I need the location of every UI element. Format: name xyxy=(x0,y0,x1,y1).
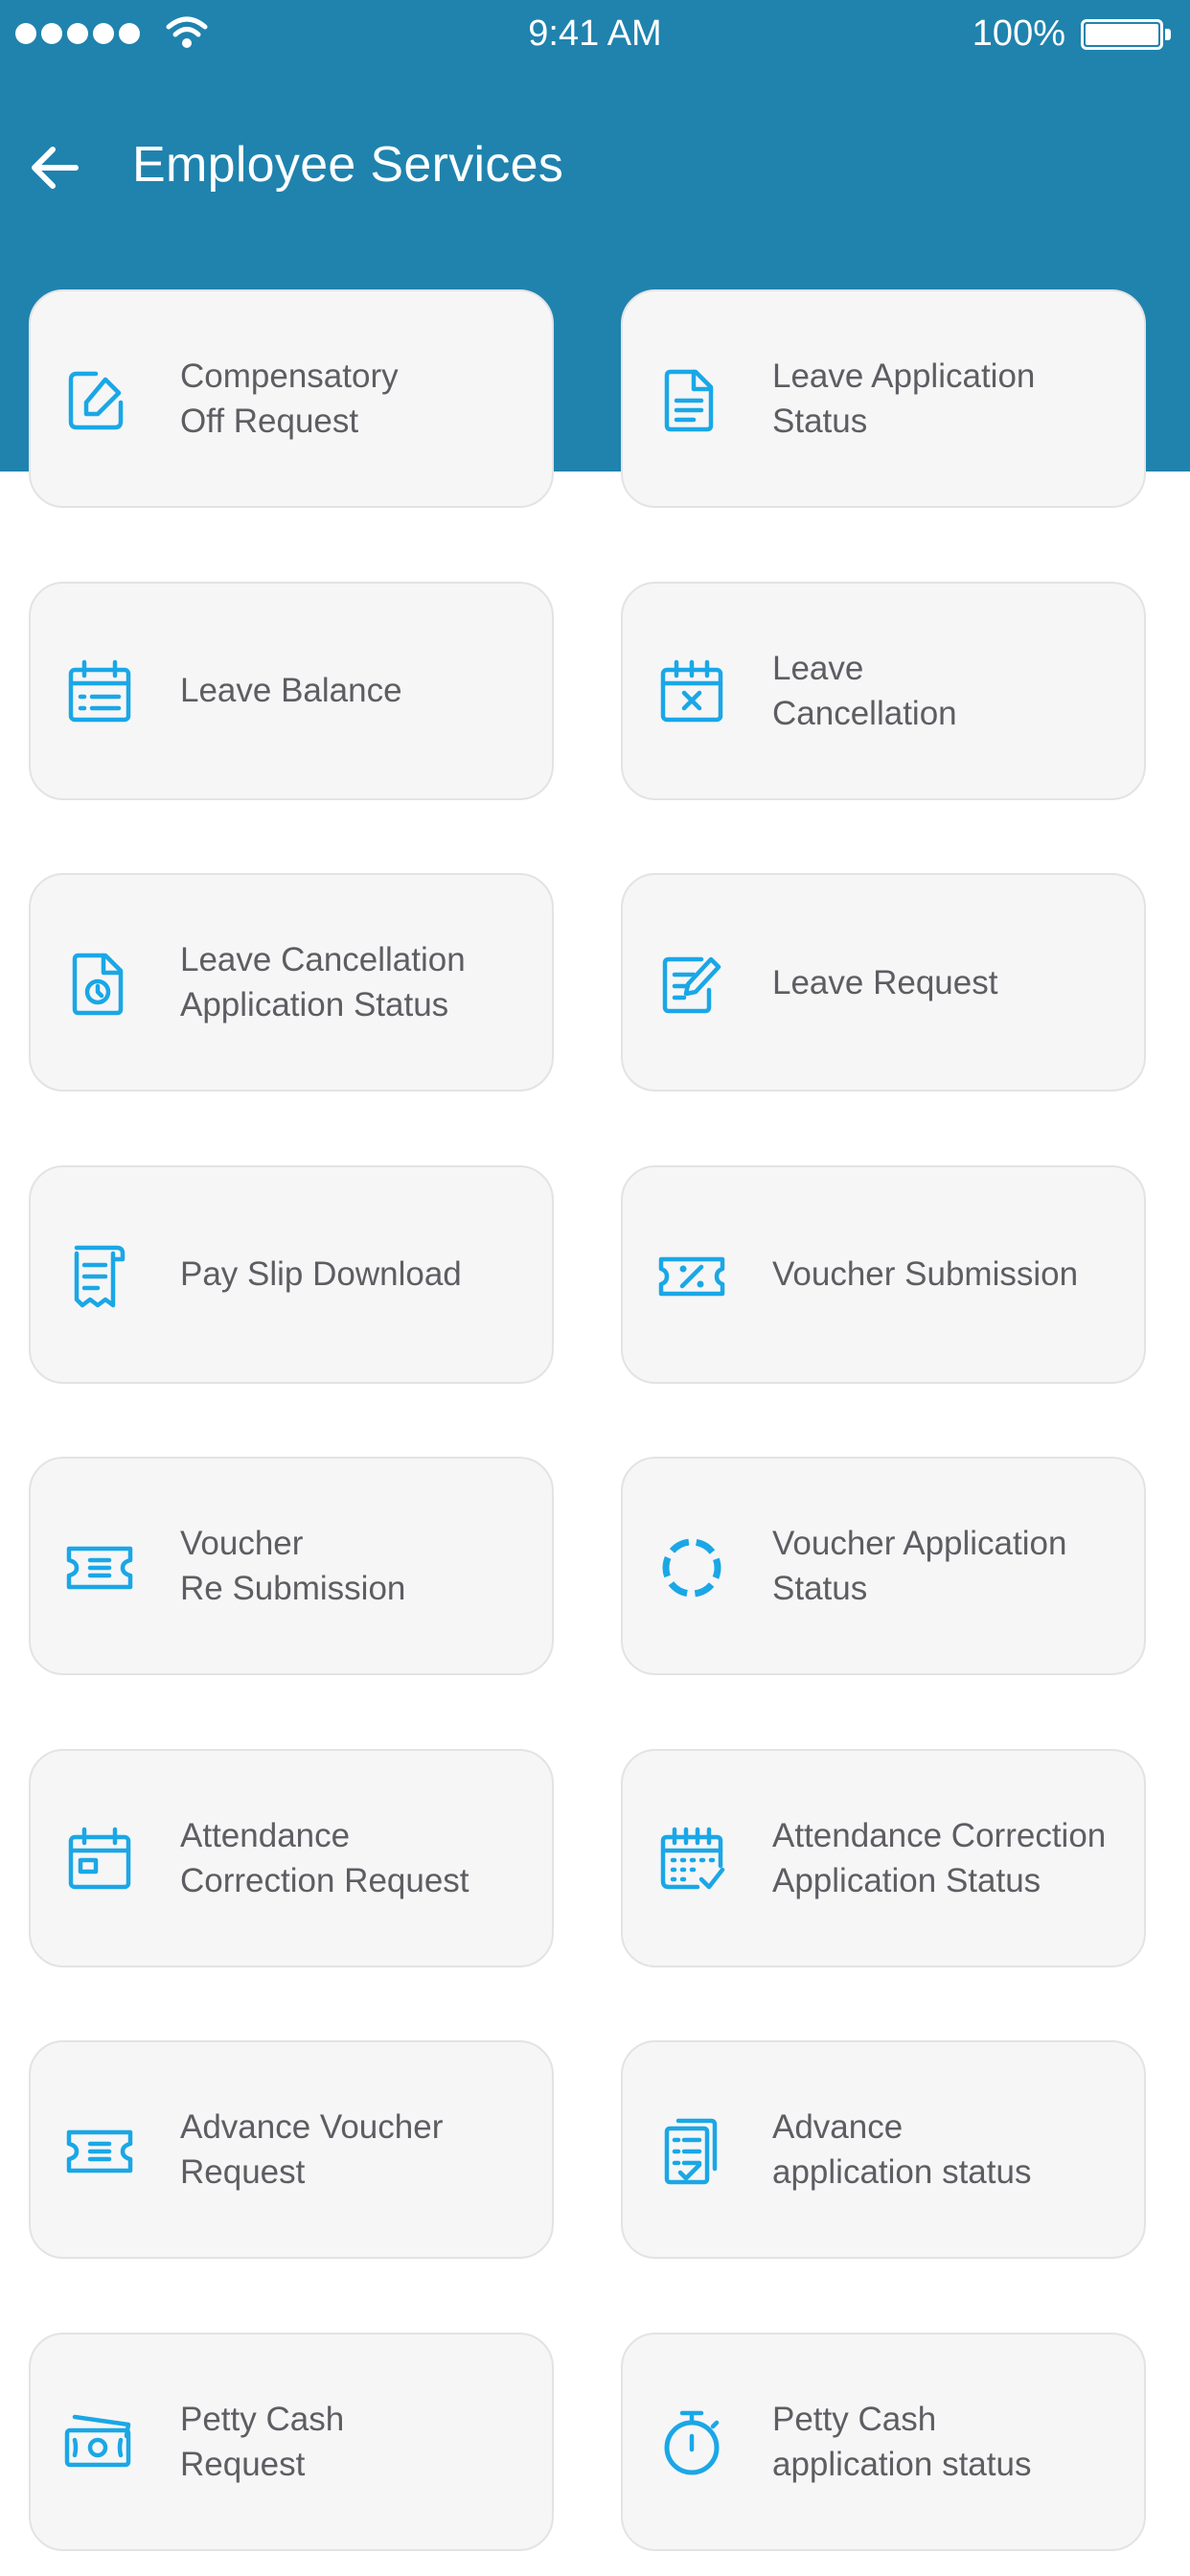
service-card-attendance-correction-application-status[interactable] xyxy=(621,1749,1146,1967)
service-card-leave-cancellation-application-status[interactable] xyxy=(29,873,554,1092)
service-label: Advance Voucher Request xyxy=(180,2108,444,2191)
service-label: Petty Cash Request xyxy=(180,2400,345,2483)
service-card-leave-balance[interactable] xyxy=(29,582,554,800)
service-card-voucher-submission[interactable] xyxy=(621,1165,1146,1384)
status-time: 9:41 AM xyxy=(528,13,662,54)
page-title: Employee Services xyxy=(132,137,564,193)
ticket-icon xyxy=(63,1531,136,1604)
status-bar xyxy=(0,0,1190,73)
app-bar xyxy=(0,115,1190,220)
service-card-attendance-correction-request[interactable] xyxy=(29,1749,554,1967)
service-label: Leave Cancellation xyxy=(772,649,957,732)
document-icon xyxy=(655,364,728,437)
service-card-voucher-re-submission[interactable] xyxy=(29,1457,554,1675)
calendar-list-icon xyxy=(63,656,136,729)
service-label: Leave Request xyxy=(772,963,998,1001)
calendar-icon xyxy=(63,1824,136,1897)
service-label: Voucher Submission xyxy=(772,1255,1079,1293)
service-label: Pay Slip Download xyxy=(180,1255,462,1293)
back-button[interactable] xyxy=(21,134,88,201)
service-card-leave-application-status[interactable] xyxy=(621,289,1146,508)
documents-check-icon xyxy=(655,2115,728,2188)
service-label: Leave Cancellation Application Status xyxy=(180,941,466,1024)
cash-icon xyxy=(63,2407,136,2480)
discount-ticket-icon xyxy=(655,1240,728,1313)
service-label: Voucher Application Status xyxy=(772,1525,1067,1607)
service-card-advance-voucher-request[interactable] xyxy=(29,2040,554,2259)
edit-form-icon xyxy=(655,948,728,1021)
battery-percentage: 100% xyxy=(972,13,1065,54)
service-label: Leave Balance xyxy=(180,672,402,709)
calendar-cancel-icon xyxy=(655,656,728,729)
battery-icon xyxy=(1081,19,1175,54)
service-card-petty-cash-application-status[interactable] xyxy=(621,2333,1146,2551)
stopwatch-icon xyxy=(655,2407,728,2480)
service-label: Attendance Correction Request xyxy=(180,1816,469,1899)
service-label: Attendance Correction Application Status xyxy=(772,1816,1107,1899)
service-card-pay-slip-download[interactable] xyxy=(29,1165,554,1384)
service-card-voucher-application-status[interactable] xyxy=(621,1457,1146,1675)
service-card-leave-cancellation[interactable] xyxy=(621,582,1146,800)
service-label: Leave Application Status xyxy=(772,357,1036,440)
service-label: Advance application status xyxy=(772,2108,1032,2191)
service-card-advance-application-status[interactable] xyxy=(621,2040,1146,2259)
service-label: Petty Cash application status xyxy=(772,2400,1032,2483)
service-card-compensatory-off-request[interactable] xyxy=(29,289,554,508)
service-card-petty-cash-request[interactable] xyxy=(29,2333,554,2551)
circular-progress-icon xyxy=(655,1531,728,1604)
service-card-leave-request[interactable] xyxy=(621,873,1146,1092)
calendar-check-icon xyxy=(655,1824,728,1897)
service-label: Voucher Re Submission xyxy=(180,1525,406,1607)
edit-document-icon xyxy=(63,364,136,437)
arrow-left-icon xyxy=(28,141,81,195)
document-clock-icon xyxy=(63,948,136,1021)
ticket-icon xyxy=(63,2115,136,2188)
receipt-icon xyxy=(63,1240,136,1313)
service-label: Compensatory Off Request xyxy=(180,357,399,440)
